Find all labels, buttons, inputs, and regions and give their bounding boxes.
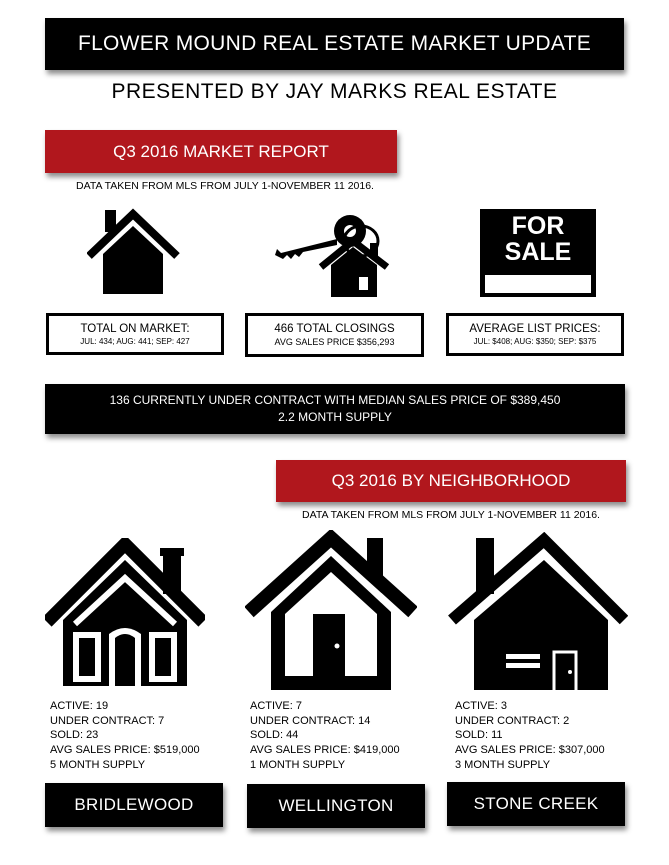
bridlewood-stats [50, 699, 200, 773]
total-on-market-label: TOTAL ON MARKET: [80, 322, 190, 335]
avg-sales-price-value: AVG SALES PRICE $356,293 [274, 337, 395, 347]
contract-summary-line2: 2.2 MONTH SUPPLY [278, 410, 392, 424]
sign-text-sale: SALE [504, 238, 572, 266]
stone-creek-name: STONE CREEK [473, 794, 599, 813]
bridlewood-name-bar [45, 783, 223, 827]
total-on-market-box [46, 313, 224, 355]
average-list-prices-box [446, 313, 624, 356]
bridlewood-house-icon [45, 538, 205, 688]
average-list-prices-label: AVERAGE LIST PRICES: [469, 323, 601, 335]
market-report-note: DATA TAKEN FROM MLS FROM JULY 1-NOVEMBER 11 2016. [76, 180, 374, 192]
stone-creek-supply: 3 MONTH SUPPLY [455, 758, 551, 771]
neighborhood-heading [276, 460, 626, 502]
total-closings-box [245, 313, 424, 357]
market-report-heading-text: Q3 2016 MARKET REPORT [113, 141, 329, 161]
bridlewood-sold: SOLD: 23 [50, 729, 99, 742]
page-title-text: FLOWER MOUND REAL ESTATE MARKET UPDATE [77, 32, 592, 55]
wellington-under-contract: UNDER CONTRACT: 14 [250, 714, 371, 727]
stone-creek-active: ACTIVE: 3 [455, 700, 507, 712]
bridlewood-under-contract: UNDER CONTRACT: 7 [50, 714, 165, 727]
bridlewood-name: BRIDLEWOOD [74, 795, 194, 814]
bridlewood-avg-price: AVG SALES PRICE: $519,000 [50, 744, 200, 757]
market-report-heading [45, 130, 397, 173]
page-title [45, 18, 624, 70]
wellington-avg-price: AVG SALES PRICE: $419,000 [250, 744, 400, 757]
wellington-supply: 1 MONTH SUPPLY [250, 758, 346, 771]
stone-creek-sold: SOLD: 11 [455, 729, 503, 742]
wellington-sold: SOLD: 44 [250, 729, 299, 742]
neighborhood-heading-text: Q3 2016 BY NEIGHBORHOOD [331, 471, 571, 490]
stone-creek-avg-price: AVG SALES PRICE: $307,000 [455, 744, 605, 757]
wellington-active: ACTIVE: 7 [250, 700, 302, 712]
total-closings-label: 466 TOTAL CLOSINGS [274, 323, 395, 335]
average-list-prices-values: JUL: $408; AUG: $350; SEP: $375 [473, 337, 597, 346]
contract-summary-bar [45, 384, 625, 434]
stone-creek-house-icon [448, 532, 628, 690]
for-sale-sign-icon [480, 209, 596, 297]
bridlewood-active: ACTIVE: 19 [50, 700, 109, 712]
stone-creek-name-bar [447, 782, 625, 826]
bridlewood-supply: 5 MONTH SUPPLY [50, 758, 146, 771]
neighborhood-note: DATA TAKEN FROM MLS FROM JULY 1-NOVEMBER 11 2016. [302, 509, 600, 521]
wellington-stats [250, 699, 400, 773]
wellington-name: WELLINGTON [278, 796, 394, 815]
total-on-market-values: JUL: 434; AUG: 441; SEP: 427 [80, 336, 190, 346]
stone-creek-stats [455, 699, 605, 773]
wellington-house-icon [245, 530, 417, 690]
contract-summary-line1: 136 CURRENTLY UNDER CONTRACT WITH MEDIAN SALES PRICE OF $389,450 [109, 393, 561, 407]
page-subtitle: PRESENTED BY JAY MARKS REAL ESTATE [111, 80, 558, 103]
house-icon [87, 208, 180, 296]
wellington-name-bar [247, 784, 425, 828]
sign-text-for: FOR [511, 212, 565, 240]
stone-creek-under-contract: UNDER CONTRACT: 2 [455, 714, 570, 727]
house-keys-icon [273, 207, 395, 299]
